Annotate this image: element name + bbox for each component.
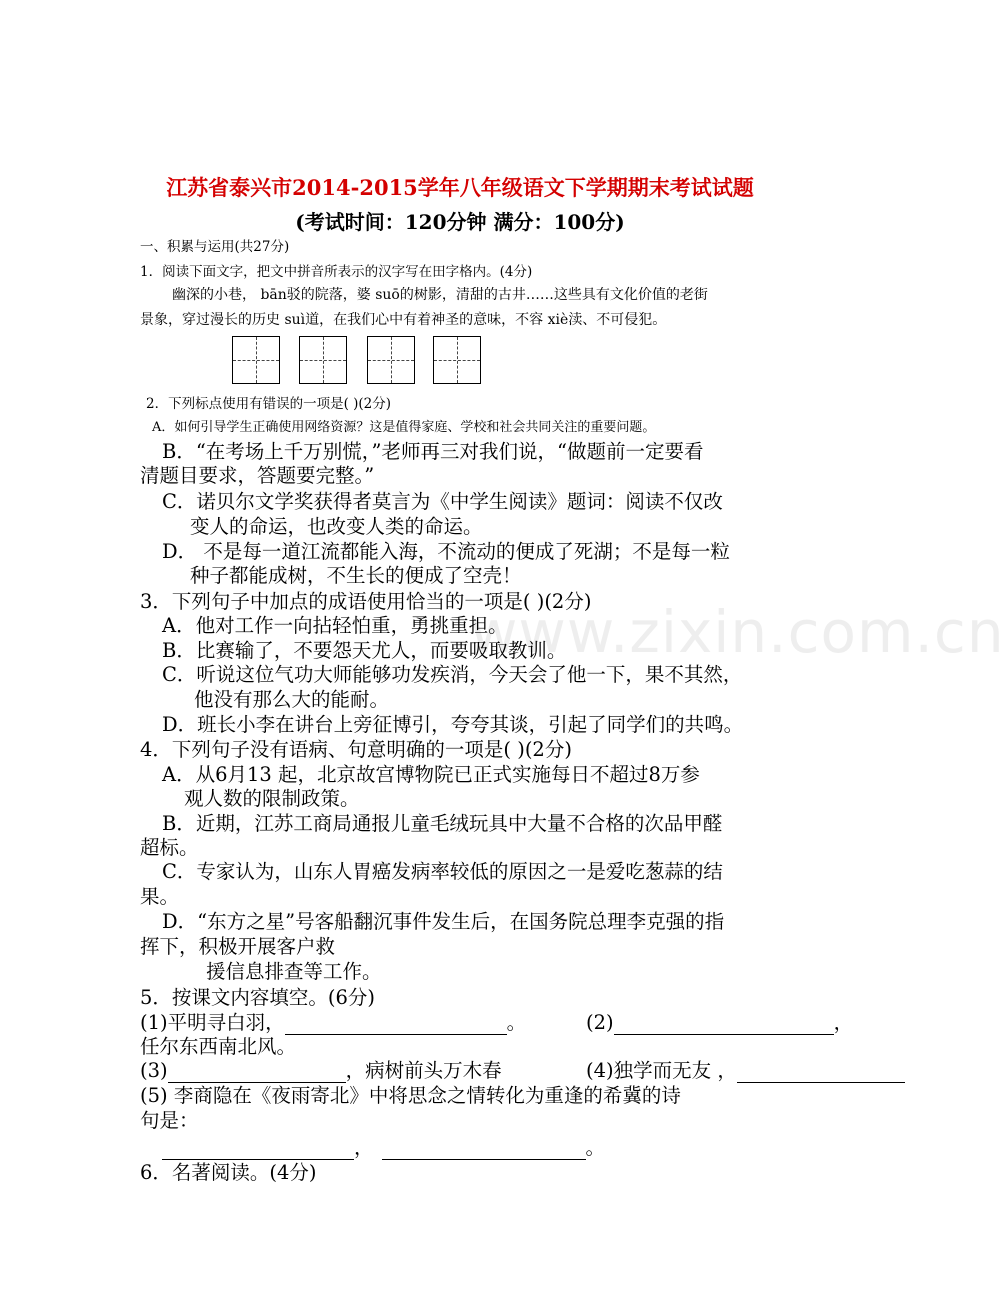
q4-option-d-line2: 挥下，积极开展客户救 [140,935,336,958]
q2-option-c-line2: 变人的命运，也改变人类的命运。 [190,515,483,538]
q2-option-b-line2: 清题目要求，答题要完整。” [140,464,375,487]
q2-option-c-line1: C．诺贝尔文学奖获得者莫言为《中学生阅读》题词：阅读不仅改 [162,490,723,513]
q4-option-b-line1: B．近期，江苏工商局通报儿童毛绒玩具中大量不合格的次品甲醛 [162,812,723,835]
q3-option-c-line2: 他没有那么大的能耐。 [194,688,390,711]
q2-option-d-line2: 种子都能成树，不生长的便成了空壳！ [190,564,522,587]
q5-item-2-cont: 任尔东西南北风。 [140,1035,297,1058]
answer-blank[interactable] [737,1062,905,1083]
q2-stem: 2．下列标点使用有错误的一项是( )(2分) [146,396,392,412]
q3-option-d: D．班长小李在讲台上旁征博引，夸夸其谈，引起了同学们的共鸣。 [162,713,744,736]
q1-stem: 1．阅读下面文字，把文中拼音所表示的汉字写在田字格内。(4分) [140,264,533,280]
q4-option-a-line1: A．从6月13 起，北京故宫博物院已正式实施每日不超过8万参 [162,763,700,786]
exam-info: (考试时间：120分钟 满分：100分) [295,210,625,234]
answer-blank[interactable] [382,1139,586,1160]
q6-stem: 6．名著阅读。(4分) [140,1161,317,1184]
writing-grid-box[interactable] [433,336,481,384]
q5-item-5-line1: (5) 李商隐在《夜雨寄北》中将思念之情转化为重逢的希冀的诗 [140,1084,681,1107]
q5-item-2-end: ， [833,1011,854,1034]
q5-item-5-line2: 句是： [140,1109,199,1132]
q5-item-3-end: ，病树前头万木春 [345,1059,502,1082]
q4-option-d-line3: 援信息排查等工作。 [206,960,382,983]
q1-passage-line1: 幽深的小巷， bān驳的院落，婆 suō的树影，清甜的古井……这些具有文化价值的老街 [172,287,708,303]
q2-option-b-line1: B．“在考场上千万别慌，”老师再三对我们说，“做题前一定要看 [162,440,704,463]
q3-option-a: A．他对工作一向拈轻怕重，勇挑重担。 [162,614,508,637]
q4-option-d-line1: D．“东方之星”号客船翻沉事件发生后，在国务院总理李克强的指 [162,910,725,933]
q5-item-3-text: (3) [140,1059,168,1082]
q2-option-a: A．如何引导学生正确使用网络资源？这是值得家庭、学校和社会共同关注的重要问题。 [152,420,656,435]
q2-option-d-line1: D． 不是每一道江流都能入海，不流动的便成了死湖；不是每一粒 [162,540,730,563]
page-title: 江苏省泰兴市2014-2015学年八年级语文下学期期末考试试题 [166,175,754,200]
q4-stem: 4．下列句子没有语病、句意明确的一项是( )(2分) [140,738,572,761]
q3-stem: 3．下列句子中加点的成语使用恰当的一项是( )(2分) [140,590,592,613]
q5-item-3 [140,1055,502,1083]
writing-grid-box[interactable] [299,336,347,384]
q4-option-c-line1: C．专家认为，山东人胃癌发病率较低的原因之一是爱吃葱蒜的结 [162,860,723,883]
watermark: www.zixin.com.cn [470,598,1005,666]
q5-item-4-text: (4)独学而无友 ， [586,1059,737,1082]
answer-blank[interactable] [285,1014,507,1035]
q3-option-b: B．比赛输了，不要怨天尤人，而要吸取教训。 [162,639,567,662]
writing-grid-box[interactable] [367,336,415,384]
answer-blank[interactable] [614,1014,834,1035]
q5-item-1-end: 。 [506,1011,527,1034]
q1-passage-line2: 景象，穿过漫长的历史 suì道，在我们心中有着神圣的意味，不容 xiè渎、不可侵犯。 [140,312,667,328]
q4-option-a-line2: 观人数的限制政策。 [184,787,360,810]
q5-item-2-text: (2) [586,1011,614,1034]
q5-item-4 [586,1055,905,1083]
section-heading: 一、积累与运用(共27分) [140,239,290,255]
q5-item-2 [586,1007,853,1035]
q5-stem: 5．按课文内容填空。(6分) [140,986,376,1009]
q4-option-c-line2: 果。 [140,885,180,908]
writing-grid-box[interactable] [232,336,280,384]
q5-item-5-end: 。 [585,1136,606,1159]
q5-item-5-sep: ， [354,1136,374,1159]
q4-option-b-line2: 超标。 [140,836,199,859]
q5-item-1-text: (1)平明寻白羽， [140,1011,285,1034]
q3-option-c-line1: C．听说这位气功大师能够功发疾消，今天会了他一下，果不其然， [162,663,743,686]
q5-item-5-blanks [162,1132,605,1160]
